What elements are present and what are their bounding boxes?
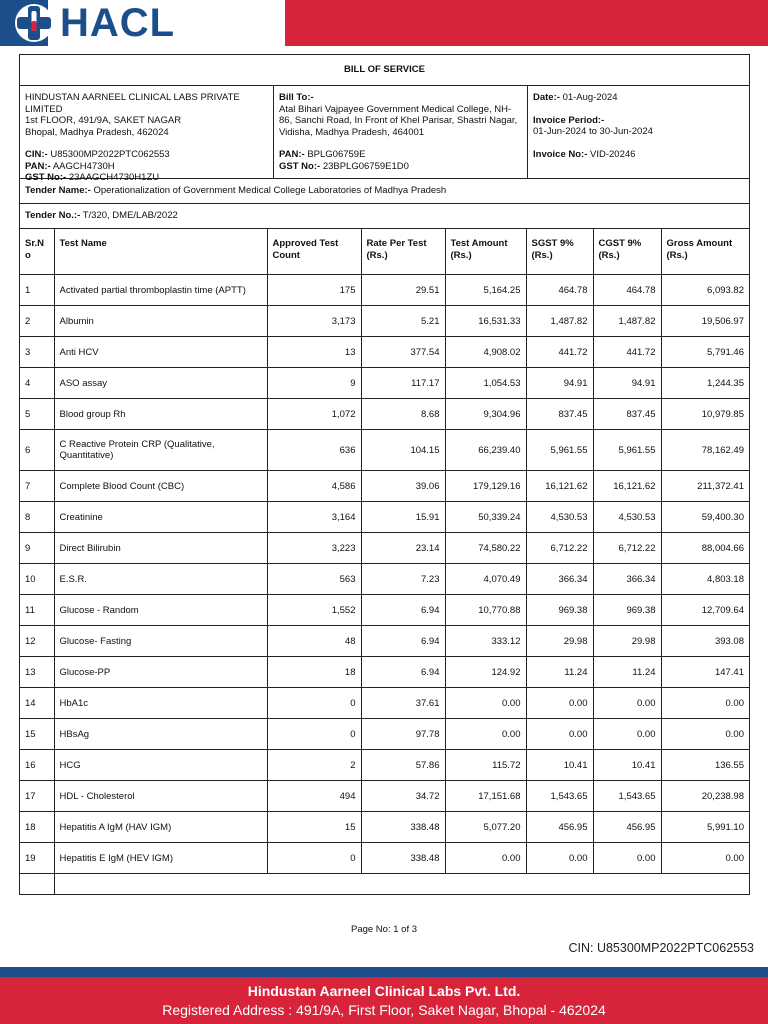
- seller-gst: GST No:- 23AAGCH4730H1ZU: [25, 172, 160, 183]
- table-cell: 0: [267, 688, 361, 719]
- table-cell: 78,162.49: [661, 430, 749, 471]
- table-cell: 5,077.20: [445, 812, 526, 843]
- table-cell: 6.94: [361, 626, 445, 657]
- table-cell: 0: [267, 719, 361, 750]
- bill-to-label: Bill To:-: [279, 92, 314, 103]
- invoice-date: Date:- 01-Aug-2024: [533, 92, 618, 103]
- bill-to-address: Atal Bihari Vajpayee Government Medical College, NH-86, Sanchi Road, In Front of Khel Parisar, Shastri Nagar, Vidisha, Madhya Pradesh, 464001: [279, 103, 518, 138]
- table-cell: 563: [267, 564, 361, 595]
- table-cell: 10: [20, 564, 54, 595]
- table-cell: 4,586: [267, 471, 361, 502]
- table-cell: 494: [267, 781, 361, 812]
- table-cell: 18: [267, 657, 361, 688]
- table-row: [20, 843, 749, 874]
- table-cell: 115.72: [445, 750, 526, 781]
- table-cell: Direct Bilirubin: [54, 533, 267, 564]
- cin-footer: CIN: U85300MP2022PTC062553: [568, 941, 754, 955]
- table-cell: 29.98: [593, 626, 661, 657]
- table-cell: 6,093.82: [661, 275, 749, 306]
- table-cell: Glucose- Fasting: [54, 626, 267, 657]
- party-info: [20, 86, 749, 183]
- table-cell: 16: [20, 750, 54, 781]
- table-cell: 8.68: [361, 399, 445, 430]
- bill-to-info: [274, 86, 528, 178]
- table-cell: 37.61: [361, 688, 445, 719]
- table-cell: 6.94: [361, 657, 445, 688]
- invoice-period: 01-Jun-2024 to 30-Jun-2024: [533, 126, 653, 137]
- table-cell: 7.23: [361, 564, 445, 595]
- table-cell: 0.00: [526, 719, 593, 750]
- table-cell: 1,487.82: [526, 306, 593, 337]
- table-cell: 4,070.49: [445, 564, 526, 595]
- table-cell: 57.86: [361, 750, 445, 781]
- table-cell: 16,121.62: [593, 471, 661, 502]
- table-cell: 0.00: [526, 843, 593, 874]
- table-cell: 456.95: [593, 812, 661, 843]
- table-cell: 88,004.66: [661, 533, 749, 564]
- table-cell: 3,173: [267, 306, 361, 337]
- table-cell: 1,072: [267, 399, 361, 430]
- table-cell: 2: [267, 750, 361, 781]
- table-row: [20, 275, 749, 306]
- table-cell: 3,164: [267, 502, 361, 533]
- table-cell: 9,304.96: [445, 399, 526, 430]
- table-row: [20, 306, 749, 337]
- table-row: [20, 595, 749, 626]
- table-cell: 94.91: [593, 368, 661, 399]
- table-cell: 136.55: [661, 750, 749, 781]
- table-cell: 4,530.53: [593, 502, 661, 533]
- table-cell: 0.00: [593, 719, 661, 750]
- document-title: BILL OF SERVICE: [20, 55, 749, 86]
- table-cell: 4,908.02: [445, 337, 526, 368]
- table-cell: 19,506.97: [661, 306, 749, 337]
- column-header: Rate Per Test (Rs.): [361, 229, 445, 275]
- footer-company: Hindustan Aarneel Clinical Labs Pvt. Ltd.: [247, 983, 521, 999]
- table-cell: ASO assay: [54, 368, 267, 399]
- table-cell: 636: [267, 430, 361, 471]
- table-cell: 4: [20, 368, 54, 399]
- table-cell: 1,487.82: [593, 306, 661, 337]
- table-cell: 17,151.68: [445, 781, 526, 812]
- table-cell: 0.00: [445, 843, 526, 874]
- table-cell: 0.00: [661, 719, 749, 750]
- table-cell: 15.91: [361, 502, 445, 533]
- table-cell: 1,244.35: [661, 368, 749, 399]
- seller-info: [20, 86, 274, 183]
- table-cell: 837.45: [593, 399, 661, 430]
- table-row: [20, 533, 749, 564]
- seller-cin: CIN:- U85300MP2022PTC062553: [25, 149, 170, 160]
- invoice-info: [528, 86, 749, 178]
- table-cell: 59,400.30: [661, 502, 749, 533]
- table-cell: 1,054.53: [445, 368, 526, 399]
- table-cell: 2: [20, 306, 54, 337]
- table-cell: 8: [20, 502, 54, 533]
- table-cell: 20,238.98: [661, 781, 749, 812]
- table-cell: 74,580.22: [445, 533, 526, 564]
- table-cell: 0.00: [445, 688, 526, 719]
- table-cell: 15: [20, 719, 54, 750]
- table-cell: 377.54: [361, 337, 445, 368]
- table-cell: 10.41: [593, 750, 661, 781]
- table-cell: 34.72: [361, 781, 445, 812]
- table-cell: 1: [20, 275, 54, 306]
- table-cell: 14: [20, 688, 54, 719]
- table-row: [20, 337, 749, 368]
- footer-strip: [0, 967, 768, 977]
- invoice-number: Invoice No:- VID-20246: [533, 148, 636, 160]
- table-row: [20, 368, 749, 399]
- table-cell: 0.00: [661, 843, 749, 874]
- table-cell: 10,770.88: [445, 595, 526, 626]
- table-cell: 11: [20, 595, 54, 626]
- table-cell: 5,791.46: [661, 337, 749, 368]
- table-row: [20, 399, 749, 430]
- table-cell: 333.12: [445, 626, 526, 657]
- table-cell: 124.92: [445, 657, 526, 688]
- table-cell: 4,530.53: [526, 502, 593, 533]
- table-cell: 5,164.25: [445, 275, 526, 306]
- seller-address-1: 1st FLOOR, 491/9A, SAKET NAGAR: [25, 115, 182, 126]
- page-number: Page No: 1 of 3: [350, 924, 418, 935]
- table-cell: 393.08: [661, 626, 749, 657]
- table-cell: 5,991.10: [661, 812, 749, 843]
- table-cell: HDL - Cholesterol: [54, 781, 267, 812]
- table-cell: 3: [20, 337, 54, 368]
- table-cell: 29.51: [361, 275, 445, 306]
- table-row: [20, 430, 749, 471]
- table-row: [20, 781, 749, 812]
- seller-pan: PAN:- AAGCH4730H: [25, 160, 115, 172]
- table-cell: 6: [20, 430, 54, 471]
- table-cell: 338.48: [361, 812, 445, 843]
- table-cell: 39.06: [361, 471, 445, 502]
- table-cell: 175: [267, 275, 361, 306]
- table-row: [20, 502, 749, 533]
- table-continuation: [20, 874, 749, 894]
- column-header: Approved Test Count: [267, 229, 361, 275]
- table-cell: 5,961.55: [593, 430, 661, 471]
- table-cell: 12,709.64: [661, 595, 749, 626]
- table-cell: 94.91: [526, 368, 593, 399]
- table-cell: 13: [20, 657, 54, 688]
- table-cell: 10.41: [526, 750, 593, 781]
- column-header: Sr.N o: [20, 229, 54, 275]
- table-cell: Creatinine: [54, 502, 267, 533]
- table-cell: 464.78: [593, 275, 661, 306]
- table-cell: 338.48: [361, 843, 445, 874]
- table-row: [20, 471, 749, 502]
- table-cell: 11.24: [593, 657, 661, 688]
- column-header: Test Amount (Rs.): [445, 229, 526, 275]
- table-cell: 147.41: [661, 657, 749, 688]
- table-cell: 969.38: [593, 595, 661, 626]
- table-cell: 66,239.40: [445, 430, 526, 471]
- table-row: [20, 564, 749, 595]
- table-cell: E.S.R.: [54, 564, 267, 595]
- table-cell: 97.78: [361, 719, 445, 750]
- header-red-bar: [285, 0, 768, 46]
- column-header: Test Name: [54, 229, 267, 275]
- table-cell: 11.24: [526, 657, 593, 688]
- invoice-period-label: Invoice Period:-: [533, 114, 605, 126]
- bill-document: [19, 54, 750, 895]
- table-cell: HBsAg: [54, 719, 267, 750]
- column-header: CGST 9% (Rs.): [593, 229, 661, 275]
- table-cell: HCG: [54, 750, 267, 781]
- table-cell: 441.72: [593, 337, 661, 368]
- table-cell: 3,223: [267, 533, 361, 564]
- table-cell: 366.34: [526, 564, 593, 595]
- seller-name: HINDUSTAN AARNEEL CLINICAL LABS PRIVATE LIMITED: [25, 92, 240, 115]
- table-cell: 18: [20, 812, 54, 843]
- table-cell: 1,552: [267, 595, 361, 626]
- table-cell: 969.38: [526, 595, 593, 626]
- table-cell: 456.95: [526, 812, 593, 843]
- table-cell: Activated partial thromboplastin time (APTT): [54, 275, 267, 306]
- table-cell: 6,712.22: [526, 533, 593, 564]
- column-header: Gross Amount (Rs.): [661, 229, 749, 275]
- table-cell: 6,712.22: [593, 533, 661, 564]
- table-cell: 9: [267, 368, 361, 399]
- table-row: [20, 626, 749, 657]
- table-cell: 15: [267, 812, 361, 843]
- table-header-row: [20, 229, 749, 275]
- table-cell: Glucose - Random: [54, 595, 267, 626]
- table-cell: 837.45: [526, 399, 593, 430]
- table-cell: 16,121.62: [526, 471, 593, 502]
- bill-to-pan: PAN:- BPLG06759E: [279, 149, 366, 160]
- table-cell: Blood group Rh: [54, 399, 267, 430]
- table-cell: 179,129.16: [445, 471, 526, 502]
- table-row: [20, 812, 749, 843]
- table-cell: 48: [267, 626, 361, 657]
- table-cell: 5: [20, 399, 54, 430]
- table-cell: 0.00: [661, 688, 749, 719]
- table-cell: 5,961.55: [526, 430, 593, 471]
- services-table: [20, 229, 749, 874]
- table-cell: 50,339.24: [445, 502, 526, 533]
- table-row: [20, 688, 749, 719]
- table-cell: HbA1c: [54, 688, 267, 719]
- table-row: [20, 750, 749, 781]
- table-cell: 104.15: [361, 430, 445, 471]
- table-cell: 16,531.33: [445, 306, 526, 337]
- table-cell: 117.17: [361, 368, 445, 399]
- table-cell: 5.21: [361, 306, 445, 337]
- table-row: [20, 657, 749, 688]
- footer-address: Registered Address : 491/9A, First Floor, Saket Nagar, Bhopal - 462024: [162, 1002, 606, 1018]
- table-cell: 0.00: [526, 688, 593, 719]
- table-cell: 1,543.65: [593, 781, 661, 812]
- table-cell: 441.72: [526, 337, 593, 368]
- table-cell: Glucose-PP: [54, 657, 267, 688]
- table-body: [20, 275, 749, 874]
- logo-text: HACL: [60, 1, 176, 45]
- table-cell: 1,543.65: [526, 781, 593, 812]
- footer: [0, 977, 768, 1024]
- medical-cross-icon: [14, 3, 54, 43]
- table-cell: 366.34: [593, 564, 661, 595]
- table-cell: 10,979.85: [661, 399, 749, 430]
- tender-name: Tender Name:- Operationalization of Government Medical College Laboratories of Madhya Pradesh: [20, 179, 749, 204]
- table-cell: C Reactive Protein CRP (Qualitative, Quantitative): [54, 430, 267, 471]
- seller-address-2: Bhopal, Madhya Pradesh, 462024: [25, 126, 169, 138]
- table-cell: Anti HCV: [54, 337, 267, 368]
- table-row: [20, 719, 749, 750]
- table-cell: 0.00: [445, 719, 526, 750]
- table-cell: Albumin: [54, 306, 267, 337]
- hacl-logo: [14, 0, 252, 46]
- table-cell: 7: [20, 471, 54, 502]
- table-cell: 0.00: [593, 688, 661, 719]
- table-cell: 23.14: [361, 533, 445, 564]
- tender-number: Tender No.:- T/320, DME/LAB/2022: [20, 204, 749, 229]
- column-header: SGST 9% (Rs.): [526, 229, 593, 275]
- table-cell: Hepatitis E IgM (HEV IGM): [54, 843, 267, 874]
- table-cell: 211,372.41: [661, 471, 749, 502]
- table-cell: 0.00: [593, 843, 661, 874]
- table-cell: 6.94: [361, 595, 445, 626]
- bill-to-gst: GST No:- 23BPLG06759E1D0: [279, 160, 409, 172]
- table-cell: 4,803.18: [661, 564, 749, 595]
- table-cell: 29.98: [526, 626, 593, 657]
- table-cell: 12: [20, 626, 54, 657]
- table-cell: 0: [267, 843, 361, 874]
- table-cell: 13: [267, 337, 361, 368]
- table-cell: Hepatitis A IgM (HAV IGM): [54, 812, 267, 843]
- table-cell: 9: [20, 533, 54, 564]
- table-cell: 17: [20, 781, 54, 812]
- table-cell: 464.78: [526, 275, 593, 306]
- table-cell: Complete Blood Count (CBC): [54, 471, 267, 502]
- table-cell: 19: [20, 843, 54, 874]
